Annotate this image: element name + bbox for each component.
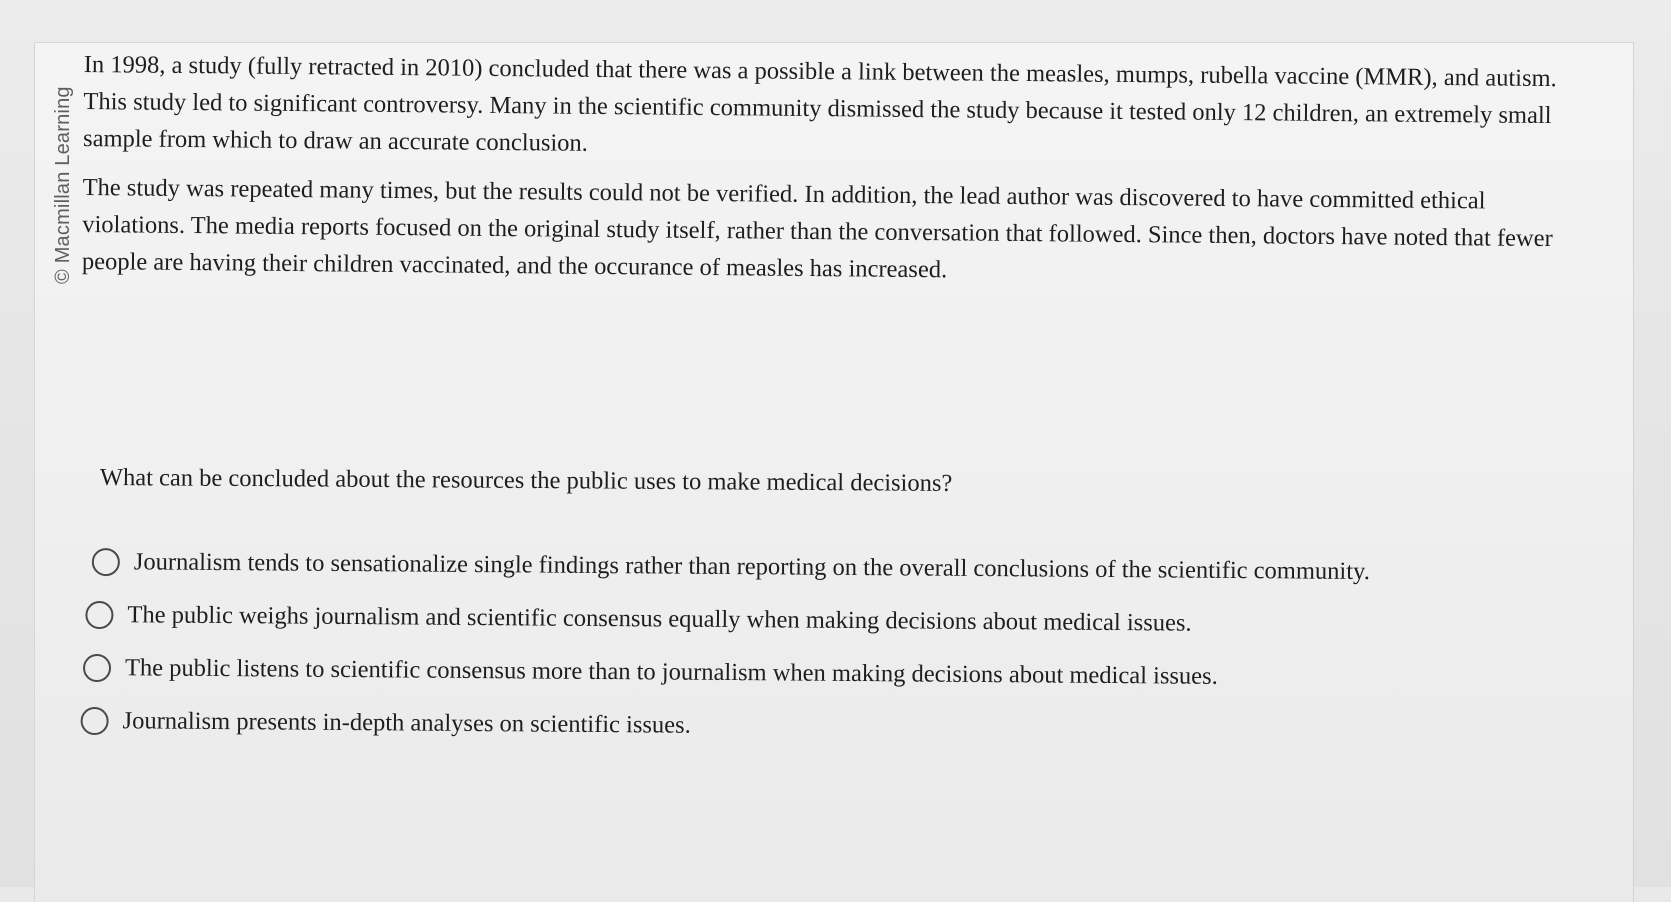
radio-button-2[interactable]	[85, 601, 113, 629]
answer-option-1-label[interactable]: Journalism tends to sensationalize single findings rather than reporting on the overall conclusions of the scientific community.	[133, 548, 1370, 586]
passage-paragraph-2: The study was repeated many times, but the results could not be verified. In addition, the lead author was discovered to have committed ethical violations. The media reports focused on the original study itself, rather than the conversation that followed. Since then, doctors have noted that fewer people are having their children vaccinated, and the occurance of measles has increased.	[81, 173, 1553, 284]
radio-button-4[interactable]	[81, 707, 109, 735]
answer-option-2-label[interactable]: The public weighs journalism and scientific consensus equally when making decisions about medical issues.	[127, 601, 1192, 637]
copyright-watermark: © Macmillan Learning	[52, 86, 74, 284]
answer-option-3-label[interactable]: The public listens to scientific consensus more than to journalism when making decisions about medical issues.	[124, 654, 1218, 690]
radio-button-3[interactable]	[83, 654, 111, 682]
radio-button-1[interactable]	[92, 548, 120, 576]
answer-option-2[interactable]	[85, 597, 1551, 645]
passage	[82, 46, 1584, 306]
question-prompt: What can be concluded about the resources the public uses to make medical decisions?	[99, 463, 953, 497]
answer-option-4[interactable]	[80, 703, 1550, 751]
answer-option-3[interactable]	[83, 650, 1551, 698]
passage-paragraph-1: In 1998, a study (fully retracted in 2010) concluded that there was a possible a link between the measles, mumps, rubella vaccine (MMR), and autism. This study led to significant controversy. Many in the scientific community dismissed the study because it tested only 12 children, an extremely small sample from which to draw an accurate conclusion.	[82, 50, 1557, 157]
answer-options	[90, 544, 1552, 767]
answer-option-4-label[interactable]: Journalism presents in-depth analyses on scientific issues.	[122, 707, 691, 739]
